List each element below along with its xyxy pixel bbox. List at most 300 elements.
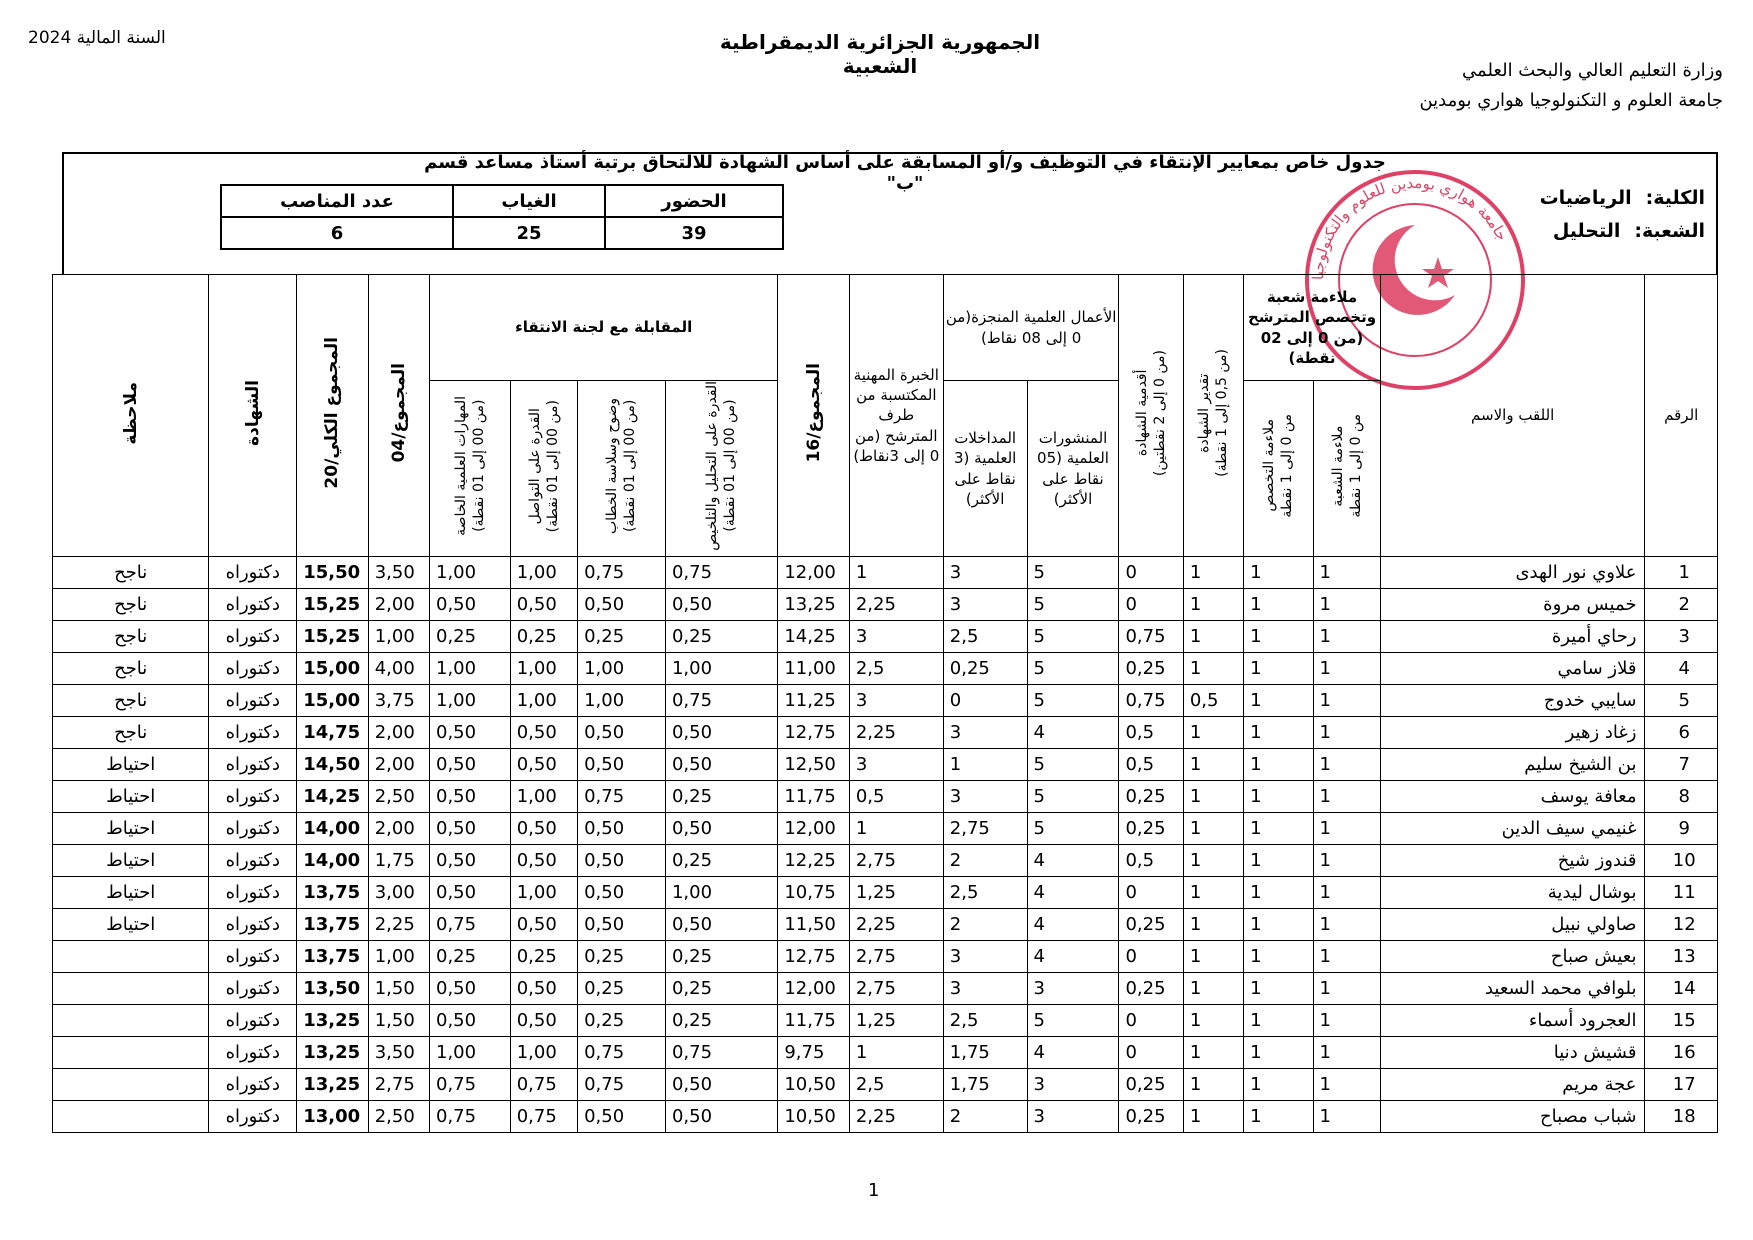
remark-cell: [53, 1005, 209, 1037]
ministry-name: وزارة التعليم العالي والبحث العلمي: [1462, 60, 1723, 81]
seniority-cell: 0,25: [1119, 781, 1183, 813]
seniority-cell: 0,5: [1119, 749, 1183, 781]
remark-cell: ناجح: [53, 685, 209, 717]
table-row: [53, 1069, 1718, 1101]
communication-cell: 0,50: [510, 973, 577, 1005]
total16-cell: 12,00: [778, 813, 850, 845]
grade-cell: 0,5: [1183, 685, 1243, 717]
experience-cell: 1,25: [849, 877, 943, 909]
fit-branch-cell: 1: [1313, 941, 1380, 973]
seniority-cell: 0: [1119, 941, 1183, 973]
remark-cell: احتياط: [53, 813, 209, 845]
seniority-cell: 0: [1119, 557, 1183, 589]
table-row: [53, 845, 1718, 877]
skills-cell: 0,50: [430, 877, 511, 909]
name-cell: زغاد زهير: [1380, 717, 1645, 749]
remark-cell: [53, 1101, 209, 1133]
experience-cell: 3: [849, 685, 943, 717]
total4-cell: 3,00: [368, 877, 429, 909]
clarity-cell: 0,25: [578, 973, 666, 1005]
talks-cell: 2,75: [943, 813, 1027, 845]
fit-spec-cell: 1: [1244, 909, 1313, 941]
degree-cell: دكتوراه: [209, 1101, 297, 1133]
seniority-cell: 0,5: [1119, 717, 1183, 749]
total4-cell: 2,00: [368, 749, 429, 781]
publications-cell: 4: [1027, 909, 1119, 941]
experience-cell: 2,5: [849, 1069, 943, 1101]
total4-cell: 4,00: [368, 653, 429, 685]
attendance-stats: [220, 184, 784, 250]
fit-spec-cell: 1: [1244, 1005, 1313, 1037]
talks-cell: 2,5: [943, 877, 1027, 909]
fit-spec-cell: 1: [1244, 973, 1313, 1005]
grand-total-cell: 13,50: [297, 973, 369, 1005]
communication-cell: 1,00: [510, 653, 577, 685]
experience-cell: 1,25: [849, 1005, 943, 1037]
total16-cell: 12,75: [778, 717, 850, 749]
grand-total-cell: 14,75: [297, 717, 369, 749]
seniority-cell: 0: [1119, 877, 1183, 909]
analysis-cell: 1,00: [665, 653, 777, 685]
grand-total-cell: 15,25: [297, 589, 369, 621]
name-cell: عجة مريم: [1380, 1069, 1645, 1101]
col-rank: الرقم: [1645, 275, 1718, 557]
analysis-cell: 0,25: [665, 941, 777, 973]
total16-cell: 10,50: [778, 1101, 850, 1133]
remark-cell: ناجح: [53, 717, 209, 749]
col-talks: المداخلات العلمية (3 نقاط على الأكثر): [943, 381, 1027, 557]
publications-cell: 4: [1027, 941, 1119, 973]
name-cell: رحاي أميرة: [1380, 621, 1645, 653]
fit-spec-cell: 1: [1244, 717, 1313, 749]
fit-branch-cell: 1: [1313, 589, 1380, 621]
total16-cell: 9,75: [778, 1037, 850, 1069]
remark-cell: ناجح: [53, 557, 209, 589]
skills-cell: 0,75: [430, 1069, 511, 1101]
grade-cell: 1: [1183, 749, 1243, 781]
fit-branch-cell: 1: [1313, 909, 1380, 941]
col-remark: ملاحظة: [53, 275, 209, 557]
rank-cell: 6: [1645, 717, 1718, 749]
clarity-cell: 0,25: [578, 941, 666, 973]
fit-spec-cell: 1: [1244, 653, 1313, 685]
degree-cell: دكتوراه: [209, 909, 297, 941]
name-cell: قندوز شيخ: [1380, 845, 1645, 877]
name-cell: قشيش دنيا: [1380, 1037, 1645, 1069]
grand-total-cell: 15,50: [297, 557, 369, 589]
branch-row: [1539, 220, 1705, 242]
grade-cell: 1: [1183, 845, 1243, 877]
table-row: [53, 749, 1718, 781]
skills-cell: 0,50: [430, 717, 511, 749]
communication-cell: 0,25: [510, 941, 577, 973]
remark-cell: احتياط: [53, 749, 209, 781]
grade-cell: 1: [1183, 877, 1243, 909]
clarity-cell: 1,00: [578, 685, 666, 717]
posts-label: عدد المناصب: [221, 185, 453, 217]
communication-cell: 1,00: [510, 781, 577, 813]
rank-cell: 8: [1645, 781, 1718, 813]
seniority-cell: 0,25: [1119, 973, 1183, 1005]
rank-cell: 5: [1645, 685, 1718, 717]
skills-cell: 0,25: [430, 621, 511, 653]
rank-cell: 9: [1645, 813, 1718, 845]
communication-cell: 0,50: [510, 749, 577, 781]
remark-cell: احتياط: [53, 877, 209, 909]
remark-cell: [53, 941, 209, 973]
table-row: [53, 813, 1718, 845]
table-row: [53, 557, 1718, 589]
faculty-row: [1526, 187, 1705, 209]
skills-cell: 0,75: [430, 1101, 511, 1133]
total16-cell: 11,75: [778, 1005, 850, 1037]
experience-cell: 1: [849, 813, 943, 845]
stamp-text: جامعة هواري بومدين للعلوم والتكنولوجيا: [1308, 173, 1512, 281]
fit-spec-cell: 1: [1244, 781, 1313, 813]
skills-cell: 0,50: [430, 845, 511, 877]
grand-total-cell: 14,00: [297, 845, 369, 877]
skills-cell: 0,50: [430, 1005, 511, 1037]
name-cell: معافة يوسف: [1380, 781, 1645, 813]
name-cell: صاولي نبيل: [1380, 909, 1645, 941]
grade-cell: 1: [1183, 621, 1243, 653]
republic-title: الجمهورية الجزائرية الديمقراطية الشعبية: [719, 30, 1041, 78]
name-cell: بوشال ليدية: [1380, 877, 1645, 909]
seniority-cell: 0,75: [1119, 685, 1183, 717]
university-name: جامعة العلوم و التكنولوجيا هواري بومدين: [1419, 90, 1723, 111]
publications-cell: 3: [1027, 1069, 1119, 1101]
fiscal-year: السنة المالية 2024: [28, 28, 166, 48]
rank-cell: 15: [1645, 1005, 1718, 1037]
clarity-cell: 0,50: [578, 717, 666, 749]
talks-cell: 0,25: [943, 653, 1027, 685]
table-row: [53, 1005, 1718, 1037]
analysis-cell: 0,75: [665, 685, 777, 717]
total16-cell: 12,25: [778, 845, 850, 877]
grade-cell: 1: [1183, 1101, 1243, 1133]
grand-total-cell: 15,00: [297, 653, 369, 685]
degree-cell: دكتوراه: [209, 685, 297, 717]
fit-spec-cell: 1: [1244, 813, 1313, 845]
grand-total-cell: 13,75: [297, 909, 369, 941]
fit-spec-cell: 1: [1244, 685, 1313, 717]
talks-cell: 2,5: [943, 621, 1027, 653]
name-cell: سايبي خدوج: [1380, 685, 1645, 717]
table-row: [53, 909, 1718, 941]
degree-cell: دكتوراه: [209, 589, 297, 621]
remark-cell: [53, 973, 209, 1005]
experience-cell: 1: [849, 557, 943, 589]
rank-cell: 7: [1645, 749, 1718, 781]
fit-branch-cell: 1: [1313, 653, 1380, 685]
col-experience: الخبرة المهنية المكتسبة من طرف المترشح (من 0 إلى 3نقاط): [849, 275, 943, 557]
col-fit-branch: ملاءمة الشعبة من 0 إلى 1 نقطة: [1313, 381, 1380, 557]
fit-branch-cell: 1: [1313, 973, 1380, 1005]
rank-cell: 18: [1645, 1101, 1718, 1133]
absent-count: 25: [453, 217, 605, 249]
rank-cell: 2: [1645, 589, 1718, 621]
talks-cell: 0: [943, 685, 1027, 717]
faculty-label: الكلية:: [1645, 187, 1705, 209]
fit-branch-cell: 1: [1313, 717, 1380, 749]
fit-branch-cell: 1: [1313, 1037, 1380, 1069]
grand-total-cell: 14,50: [297, 749, 369, 781]
degree-cell: دكتوراه: [209, 1037, 297, 1069]
col-name: اللقب والاسم: [1380, 275, 1645, 557]
table-row: [53, 717, 1718, 749]
fit-spec-cell: 1: [1244, 557, 1313, 589]
remark-cell: احتياط: [53, 909, 209, 941]
grade-cell: 1: [1183, 1069, 1243, 1101]
clarity-cell: 0,75: [578, 557, 666, 589]
grand-total-cell: 15,25: [297, 621, 369, 653]
total4-cell: 2,75: [368, 1069, 429, 1101]
grade-cell: 1: [1183, 973, 1243, 1005]
seniority-cell: 0,25: [1119, 909, 1183, 941]
fit-spec-cell: 1: [1244, 1037, 1313, 1069]
clarity-cell: 0,50: [578, 845, 666, 877]
analysis-cell: 0,25: [665, 781, 777, 813]
fit-branch-cell: 1: [1313, 1069, 1380, 1101]
publications-cell: 5: [1027, 685, 1119, 717]
table-row: [53, 941, 1718, 973]
posts-count: 6: [221, 217, 453, 249]
experience-cell: 2,5: [849, 653, 943, 685]
fit-spec-cell: 1: [1244, 877, 1313, 909]
present-count: 39: [605, 217, 783, 249]
col-skills: المهارات العلمية الخاصة (من 00 إلى 01 نقطة): [430, 381, 511, 557]
clarity-cell: 0,50: [578, 1101, 666, 1133]
clarity-cell: 0,50: [578, 749, 666, 781]
name-cell: بعيش صباح: [1380, 941, 1645, 973]
fit-branch-cell: 1: [1313, 813, 1380, 845]
experience-cell: 0,5: [849, 781, 943, 813]
talks-cell: 3: [943, 717, 1027, 749]
table-row: [53, 781, 1718, 813]
communication-cell: 0,50: [510, 717, 577, 749]
grand-total-cell: 13,75: [297, 877, 369, 909]
table-row: [53, 877, 1718, 909]
experience-cell: 3: [849, 749, 943, 781]
fit-spec-cell: 1: [1244, 941, 1313, 973]
candidates-table: [52, 274, 1718, 1133]
seniority-cell: 0: [1119, 1005, 1183, 1037]
degree-cell: دكتوراه: [209, 1069, 297, 1101]
document-title: جدول خاص بمعايير الإنتقاء في التوظيف و/أو المسابقة على أساس الشهادة للالتحاق برتبة أستاذ مساعد قسم "ب": [424, 152, 1386, 194]
total4-cell: 1,75: [368, 845, 429, 877]
remark-cell: احتياط: [53, 845, 209, 877]
absent-label: الغياب: [453, 185, 605, 217]
skills-cell: 0,50: [430, 589, 511, 621]
total4-cell: 3,50: [368, 557, 429, 589]
degree-cell: دكتوراه: [209, 717, 297, 749]
seniority-cell: 0: [1119, 1037, 1183, 1069]
table-row: [53, 1101, 1718, 1133]
table-row: [53, 1037, 1718, 1069]
analysis-cell: 0,50: [665, 909, 777, 941]
total4-cell: 2,00: [368, 589, 429, 621]
col-grade: تقدير الشهادة (من 0,5 إلى 1 نقطة): [1183, 275, 1243, 557]
grand-total-cell: 15,00: [297, 685, 369, 717]
fit-spec-cell: 1: [1244, 589, 1313, 621]
publications-cell: 5: [1027, 589, 1119, 621]
col-interview-group: المقابلة مع لجنة الانتقاء: [430, 275, 778, 381]
remark-cell: [53, 1069, 209, 1101]
degree-cell: دكتوراه: [209, 621, 297, 653]
remark-cell: ناجح: [53, 653, 209, 685]
fit-branch-cell: 1: [1313, 1005, 1380, 1037]
grand-total-cell: 13,25: [297, 1069, 369, 1101]
grand-total-cell: 13,25: [297, 1005, 369, 1037]
clarity-cell: 0,25: [578, 1005, 666, 1037]
experience-cell: 2,75: [849, 941, 943, 973]
clarity-cell: 0,50: [578, 589, 666, 621]
total16-cell: 10,75: [778, 877, 850, 909]
col-communication: القدرة على التواصل (من 00 إلى 01 نقطة): [510, 381, 577, 557]
experience-cell: 3: [849, 621, 943, 653]
analysis-cell: 1,00: [665, 877, 777, 909]
clarity-cell: 0,75: [578, 1037, 666, 1069]
rank-cell: 1: [1645, 557, 1718, 589]
name-cell: بلوافي محمد السعيد: [1380, 973, 1645, 1005]
total16-cell: 11,50: [778, 909, 850, 941]
communication-cell: 0,75: [510, 1069, 577, 1101]
clarity-cell: 0,50: [578, 813, 666, 845]
communication-cell: 0,25: [510, 621, 577, 653]
total16-cell: 12,50: [778, 749, 850, 781]
col-total4: المجموع/04: [368, 275, 429, 557]
degree-cell: دكتوراه: [209, 941, 297, 973]
skills-cell: 0,50: [430, 973, 511, 1005]
fit-branch-cell: 1: [1313, 557, 1380, 589]
name-cell: خميس مروة: [1380, 589, 1645, 621]
publications-cell: 5: [1027, 749, 1119, 781]
fit-spec-cell: 1: [1244, 1101, 1313, 1133]
grade-cell: 1: [1183, 589, 1243, 621]
fit-spec-cell: 1: [1244, 749, 1313, 781]
clarity-cell: 0,25: [578, 621, 666, 653]
grade-cell: 1: [1183, 941, 1243, 973]
publications-cell: 3: [1027, 973, 1119, 1005]
name-cell: قلاز سامي: [1380, 653, 1645, 685]
grade-cell: 1: [1183, 653, 1243, 685]
skills-cell: 0,75: [430, 909, 511, 941]
remark-cell: ناجح: [53, 589, 209, 621]
communication-cell: 0,50: [510, 1005, 577, 1037]
rank-cell: 4: [1645, 653, 1718, 685]
grade-cell: 1: [1183, 1005, 1243, 1037]
fit-branch-cell: 1: [1313, 621, 1380, 653]
experience-cell: 2,25: [849, 717, 943, 749]
grade-cell: 1: [1183, 781, 1243, 813]
communication-cell: 0,50: [510, 845, 577, 877]
analysis-cell: 0,75: [665, 557, 777, 589]
rank-cell: 17: [1645, 1069, 1718, 1101]
table-row: [53, 653, 1718, 685]
communication-cell: 0,50: [510, 813, 577, 845]
publications-cell: 3: [1027, 1101, 1119, 1133]
publications-cell: 5: [1027, 1005, 1119, 1037]
rank-cell: 12: [1645, 909, 1718, 941]
col-analysis: القدرة على التحليل والتلخيص (من 00 إلى 01 نقطة): [665, 381, 777, 557]
skills-cell: 1,00: [430, 1037, 511, 1069]
seniority-cell: 0,25: [1119, 1101, 1183, 1133]
branch-label: الشعبة:: [1634, 220, 1705, 242]
name-cell: شباب مصباح: [1380, 1101, 1645, 1133]
skills-cell: 0,50: [430, 781, 511, 813]
analysis-cell: 0,50: [665, 813, 777, 845]
analysis-cell: 0,50: [665, 1101, 777, 1133]
publications-cell: 5: [1027, 813, 1119, 845]
grand-total-cell: 13,75: [297, 941, 369, 973]
table-row: [53, 589, 1718, 621]
publications-cell: 5: [1027, 781, 1119, 813]
fit-branch-cell: 1: [1313, 845, 1380, 877]
degree-cell: دكتوراه: [209, 1005, 297, 1037]
analysis-cell: 0,50: [665, 717, 777, 749]
col-degree: الشهادة: [209, 275, 297, 557]
communication-cell: 1,00: [510, 877, 577, 909]
fit-branch-cell: 1: [1313, 749, 1380, 781]
seniority-cell: 0,25: [1119, 813, 1183, 845]
seniority-cell: 0,5: [1119, 845, 1183, 877]
skills-cell: 0,50: [430, 813, 511, 845]
col-clarity: وضوح وسلاسة الخطاب (من 00 إلى 01 نقطة): [578, 381, 666, 557]
total16-cell: 11,25: [778, 685, 850, 717]
total16-cell: 12,00: [778, 973, 850, 1005]
analysis-cell: 0,25: [665, 621, 777, 653]
total16-cell: 14,25: [778, 621, 850, 653]
fit-spec-cell: 1: [1244, 845, 1313, 877]
experience-cell: 2,25: [849, 589, 943, 621]
fit-branch-cell: 1: [1313, 685, 1380, 717]
degree-cell: دكتوراه: [209, 557, 297, 589]
degree-cell: دكتوراه: [209, 973, 297, 1005]
col-total16: المجموع/16: [778, 275, 850, 557]
name-cell: غنيمي سيف الدين: [1380, 813, 1645, 845]
rank-cell: 16: [1645, 1037, 1718, 1069]
col-fit-group: ملاءمة شعبة وتخصص المترشح (من 0 إلى 02 نقطة): [1244, 275, 1381, 381]
total4-cell: 2,50: [368, 1101, 429, 1133]
col-fit-spec: ملاءمة التخصص من 0 إلى 1 نقطة: [1244, 381, 1313, 557]
publications-cell: 4: [1027, 1037, 1119, 1069]
total4-cell: 2,00: [368, 717, 429, 749]
seniority-cell: 0: [1119, 589, 1183, 621]
talks-cell: 1,75: [943, 1069, 1027, 1101]
total4-cell: 2,25: [368, 909, 429, 941]
communication-cell: 1,00: [510, 557, 577, 589]
rank-cell: 10: [1645, 845, 1718, 877]
grand-total-cell: 13,00: [297, 1101, 369, 1133]
experience-cell: 2,75: [849, 973, 943, 1005]
total4-cell: 1,00: [368, 941, 429, 973]
seniority-cell: 0,25: [1119, 653, 1183, 685]
total16-cell: 10,50: [778, 1069, 850, 1101]
rank-cell: 13: [1645, 941, 1718, 973]
skills-cell: 1,00: [430, 685, 511, 717]
fit-branch-cell: 1: [1313, 781, 1380, 813]
experience-cell: 1: [849, 1037, 943, 1069]
grand-total-cell: 14,25: [297, 781, 369, 813]
degree-cell: دكتوراه: [209, 845, 297, 877]
degree-cell: دكتوراه: [209, 653, 297, 685]
seniority-cell: 0,25: [1119, 1069, 1183, 1101]
talks-cell: 3: [943, 589, 1027, 621]
name-cell: علاوي نور الهدى: [1380, 557, 1645, 589]
skills-cell: 1,00: [430, 557, 511, 589]
clarity-cell: 0,75: [578, 781, 666, 813]
experience-cell: 2,25: [849, 909, 943, 941]
